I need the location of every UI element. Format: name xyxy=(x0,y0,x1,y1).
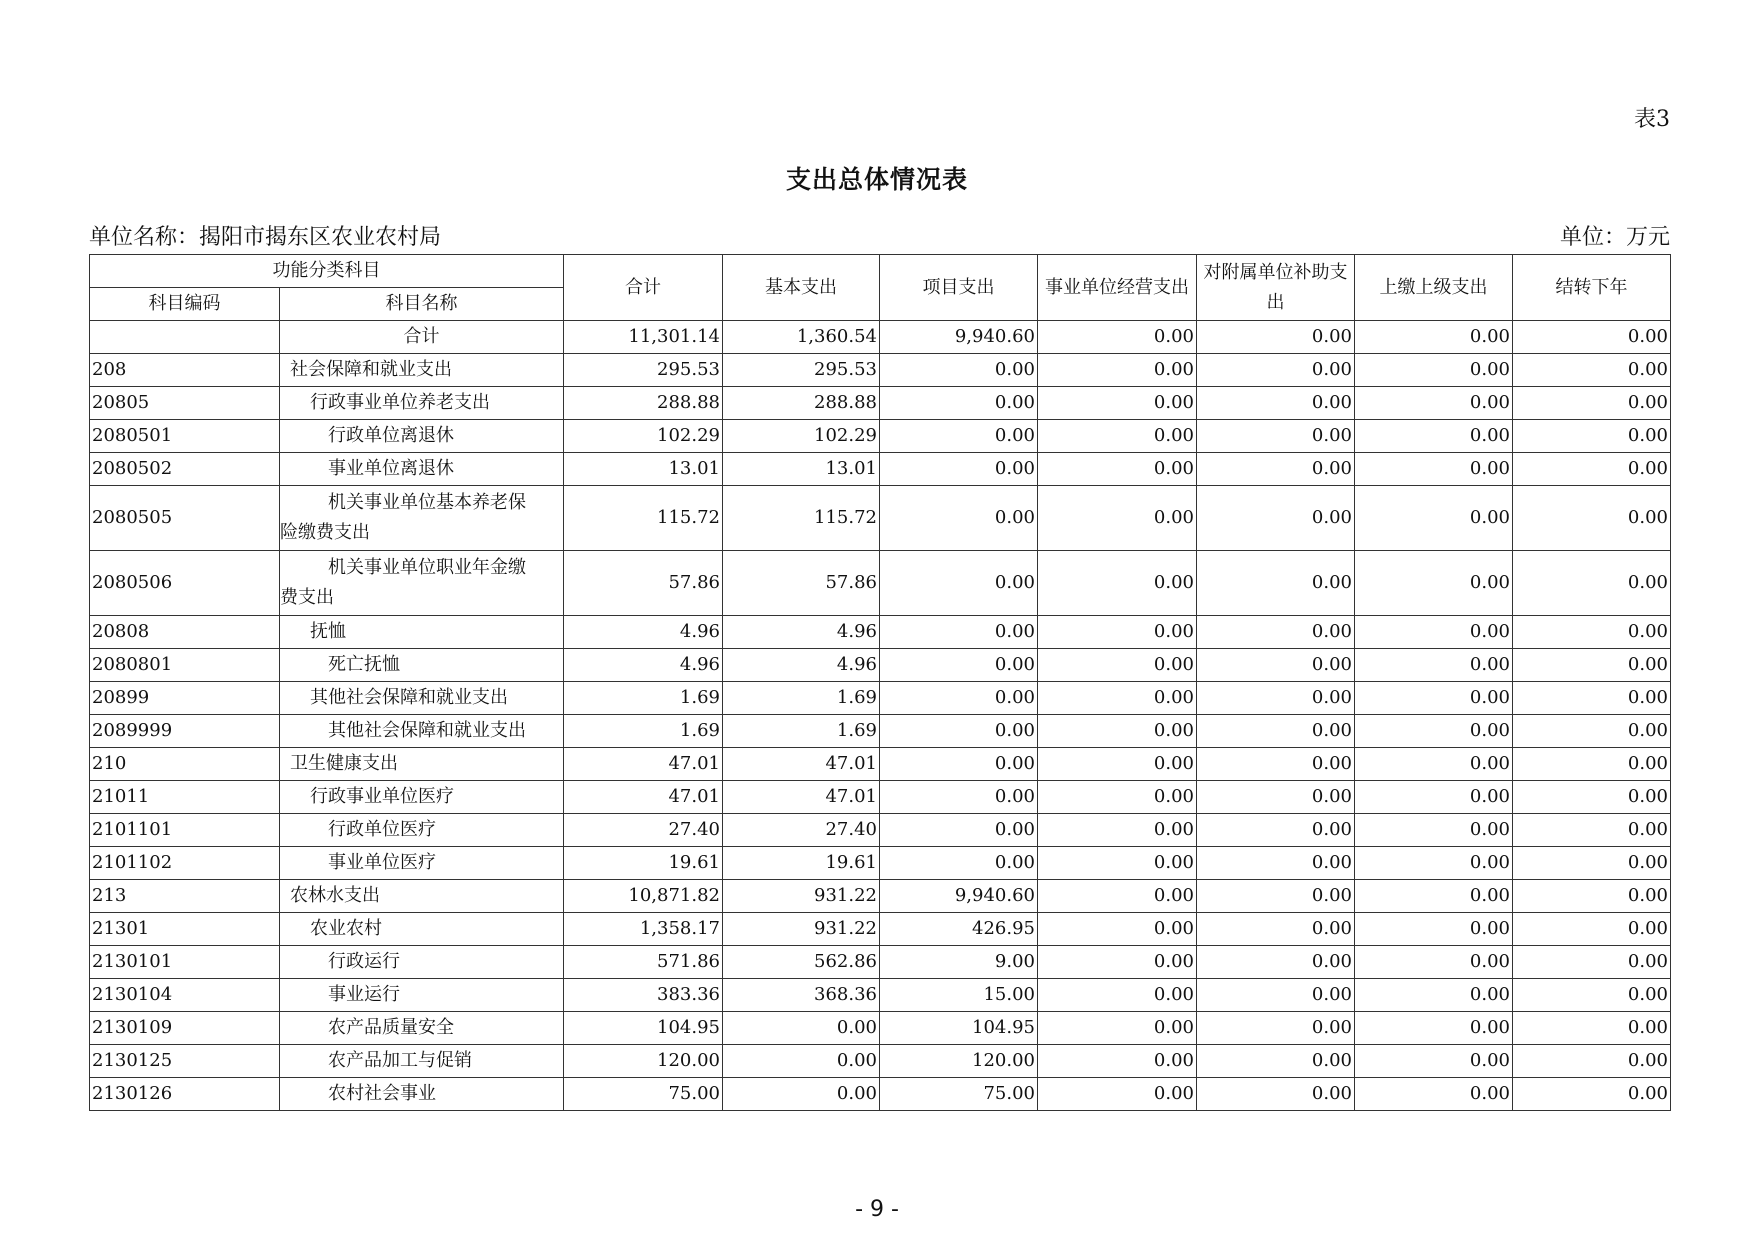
table-row xyxy=(90,1078,1671,1111)
cell-business: 0.00 xyxy=(1038,748,1197,781)
cell-project: 0.00 xyxy=(880,748,1038,781)
cell-total: 1.69 xyxy=(564,682,723,715)
cell-project: 75.00 xyxy=(880,1078,1038,1111)
cell-business: 0.00 xyxy=(1038,486,1197,551)
cell-code: 2080506 xyxy=(90,551,280,616)
cell-carryover: 0.00 xyxy=(1513,551,1671,616)
cell-carryover: 0.00 xyxy=(1513,486,1671,551)
cell-name: 农产品加工与促销 xyxy=(280,1045,564,1078)
cell-total: 120.00 xyxy=(564,1045,723,1078)
col-header-carryover: 结转下年 xyxy=(1513,255,1671,321)
cell-carryover: 0.00 xyxy=(1513,1078,1671,1111)
cell-subsidy: 0.00 xyxy=(1197,781,1355,814)
cell-carryover: 0.00 xyxy=(1513,946,1671,979)
cell-basic: 1.69 xyxy=(723,682,880,715)
page-title: 支出总体情况表 xyxy=(785,165,968,194)
cell-carryover: 0.00 xyxy=(1513,814,1671,847)
cell-total: 4.96 xyxy=(564,616,723,649)
cell-remit: 0.00 xyxy=(1355,1078,1513,1111)
cell-subsidy: 0.00 xyxy=(1197,387,1355,420)
cell-business: 0.00 xyxy=(1038,616,1197,649)
cell-name: 卫生健康支出 xyxy=(280,748,564,781)
cell-name: 行政事业单位医疗 xyxy=(280,781,564,814)
cell-business: 0.00 xyxy=(1038,979,1197,1012)
cell-business: 0.00 xyxy=(1038,649,1197,682)
cell-project: 9,940.60 xyxy=(880,880,1038,913)
table-row xyxy=(90,946,1671,979)
cell-basic: 562.86 xyxy=(723,946,880,979)
cell-basic: 19.61 xyxy=(723,847,880,880)
cell-code: 2080801 xyxy=(90,649,280,682)
cell-basic: 0.00 xyxy=(723,1012,880,1045)
cell-project: 0.00 xyxy=(880,387,1038,420)
cell-carryover: 0.00 xyxy=(1513,420,1671,453)
cell-project: 0.00 xyxy=(880,682,1038,715)
cell-basic: 0.00 xyxy=(723,1045,880,1078)
cell-remit: 0.00 xyxy=(1355,420,1513,453)
cell-remit: 0.00 xyxy=(1355,781,1513,814)
cell-basic: 931.22 xyxy=(723,880,880,913)
cell-project: 0.00 xyxy=(880,453,1038,486)
cell-business: 0.00 xyxy=(1038,781,1197,814)
cell-name: 社会保障和就业支出 xyxy=(280,354,564,387)
cell-business: 0.00 xyxy=(1038,847,1197,880)
cell-basic: 288.88 xyxy=(723,387,880,420)
cell-basic: 0.00 xyxy=(723,1078,880,1111)
cell-code: 2101101 xyxy=(90,814,280,847)
cell-project: 0.00 xyxy=(880,551,1038,616)
cell-code: 2130126 xyxy=(90,1078,280,1111)
col-header-project: 项目支出 xyxy=(880,255,1038,321)
col-header-code: 科目编码 xyxy=(90,288,280,321)
cell-subsidy: 0.00 xyxy=(1197,649,1355,682)
cell-name: 事业单位医疗 xyxy=(280,847,564,880)
cell-code: 213 xyxy=(90,880,280,913)
table-row xyxy=(90,880,1671,913)
cell-business: 0.00 xyxy=(1038,1078,1197,1111)
cell-name-line1: 机关事业单位职业年金缴 xyxy=(328,557,526,578)
cell-project: 9.00 xyxy=(880,946,1038,979)
cell-code: 2089999 xyxy=(90,715,280,748)
cell-subsidy: 0.00 xyxy=(1197,321,1355,354)
cell-project: 9,940.60 xyxy=(880,321,1038,354)
cell-carryover: 0.00 xyxy=(1513,880,1671,913)
cell-code: 2101102 xyxy=(90,847,280,880)
cell-name-line2: 费支出 xyxy=(280,587,334,608)
cell-subsidy: 0.00 xyxy=(1197,880,1355,913)
cell-basic: 102.29 xyxy=(723,420,880,453)
table-row xyxy=(90,814,1671,847)
cell-code: 210 xyxy=(90,748,280,781)
cell-total: 4.96 xyxy=(564,649,723,682)
cell-remit: 0.00 xyxy=(1355,486,1513,551)
table-row xyxy=(90,715,1671,748)
cell-name: 事业运行 xyxy=(280,979,564,1012)
cell-total: 1.69 xyxy=(564,715,723,748)
table-row xyxy=(90,321,1671,354)
cell-code: 20805 xyxy=(90,387,280,420)
cell-project: 120.00 xyxy=(880,1045,1038,1078)
table-body xyxy=(90,321,1671,1111)
cell-subsidy: 0.00 xyxy=(1197,979,1355,1012)
cell-business: 0.00 xyxy=(1038,453,1197,486)
cell-carryover: 0.00 xyxy=(1513,1045,1671,1078)
cell-code: 2130125 xyxy=(90,1045,280,1078)
cell-code: 208 xyxy=(90,354,280,387)
cell-business: 0.00 xyxy=(1038,946,1197,979)
cell-remit: 0.00 xyxy=(1355,616,1513,649)
cell-code: 2130109 xyxy=(90,1012,280,1045)
cell-project: 0.00 xyxy=(880,354,1038,387)
cell-basic: 115.72 xyxy=(723,486,880,551)
cell-carryover: 0.00 xyxy=(1513,781,1671,814)
cell-name-line2: 险缴费支出 xyxy=(280,522,370,543)
cell-basic: 368.36 xyxy=(723,979,880,1012)
cell-project: 0.00 xyxy=(880,781,1038,814)
cell-business: 0.00 xyxy=(1038,354,1197,387)
cell-remit: 0.00 xyxy=(1355,682,1513,715)
cell-project: 0.00 xyxy=(880,814,1038,847)
table-row xyxy=(90,420,1671,453)
cell-subsidy: 0.00 xyxy=(1197,913,1355,946)
cell-project: 0.00 xyxy=(880,847,1038,880)
cell-remit: 0.00 xyxy=(1355,748,1513,781)
cell-basic: 47.01 xyxy=(723,748,880,781)
table-row xyxy=(90,847,1671,880)
cell-carryover: 0.00 xyxy=(1513,453,1671,486)
cell-total: 19.61 xyxy=(564,847,723,880)
cell-code: 20899 xyxy=(90,682,280,715)
cell-remit: 0.00 xyxy=(1355,979,1513,1012)
cell-name: 死亡抚恤 xyxy=(280,649,564,682)
cell-total: 104.95 xyxy=(564,1012,723,1045)
table-number: 表3 xyxy=(1634,107,1670,132)
cell-subsidy: 0.00 xyxy=(1197,946,1355,979)
cell-total: 288.88 xyxy=(564,387,723,420)
cell-business: 0.00 xyxy=(1038,321,1197,354)
cell-name: 农产品质量安全 xyxy=(280,1012,564,1045)
cell-remit: 0.00 xyxy=(1355,1045,1513,1078)
cell-subsidy: 0.00 xyxy=(1197,486,1355,551)
cell-total: 11,301.14 xyxy=(564,321,723,354)
table-row xyxy=(90,748,1671,781)
cell-name: 其他社会保障和就业支出 xyxy=(280,682,564,715)
cell-remit: 0.00 xyxy=(1355,1012,1513,1045)
cell-total: 295.53 xyxy=(564,354,723,387)
cell-name xyxy=(280,486,564,551)
cell-total: 1,358.17 xyxy=(564,913,723,946)
table-row xyxy=(90,682,1671,715)
cell-total: 57.86 xyxy=(564,551,723,616)
cell-remit: 0.00 xyxy=(1355,715,1513,748)
cell-code: 2130104 xyxy=(90,979,280,1012)
cell-business: 0.00 xyxy=(1038,1012,1197,1045)
cell-business: 0.00 xyxy=(1038,913,1197,946)
cell-carryover: 0.00 xyxy=(1513,616,1671,649)
cell-code: 2080502 xyxy=(90,453,280,486)
table-row xyxy=(90,1012,1671,1045)
table-row xyxy=(90,1045,1671,1078)
cell-code: 21011 xyxy=(90,781,280,814)
cell-carryover: 0.00 xyxy=(1513,387,1671,420)
table-row xyxy=(90,387,1671,420)
cell-total: 47.01 xyxy=(564,748,723,781)
cell-business: 0.00 xyxy=(1038,551,1197,616)
cell-name: 农村社会事业 xyxy=(280,1078,564,1111)
cell-name: 农业农村 xyxy=(280,913,564,946)
cell-remit: 0.00 xyxy=(1355,814,1513,847)
cell-total: 102.29 xyxy=(564,420,723,453)
cell-basic: 1.69 xyxy=(723,715,880,748)
cell-total: 75.00 xyxy=(564,1078,723,1111)
cell-subsidy: 0.00 xyxy=(1197,814,1355,847)
col-header-business: 事业单位经营支出 xyxy=(1038,255,1197,321)
table-row xyxy=(90,551,1671,616)
cell-carryover: 0.00 xyxy=(1513,913,1671,946)
cell-business: 0.00 xyxy=(1038,814,1197,847)
cell-subsidy: 0.00 xyxy=(1197,551,1355,616)
cell-remit: 0.00 xyxy=(1355,946,1513,979)
cell-name: 抚恤 xyxy=(280,616,564,649)
cell-basic: 931.22 xyxy=(723,913,880,946)
cell-total: 27.40 xyxy=(564,814,723,847)
cell-project: 0.00 xyxy=(880,649,1038,682)
cell-subsidy: 0.00 xyxy=(1197,715,1355,748)
cell-project: 0.00 xyxy=(880,420,1038,453)
cell-total: 13.01 xyxy=(564,453,723,486)
cell-basic: 1,360.54 xyxy=(723,321,880,354)
cell-remit: 0.00 xyxy=(1355,321,1513,354)
cell-remit: 0.00 xyxy=(1355,913,1513,946)
cell-total: 115.72 xyxy=(564,486,723,551)
cell-subsidy: 0.00 xyxy=(1197,847,1355,880)
cell-remit: 0.00 xyxy=(1355,880,1513,913)
cell-project: 0.00 xyxy=(880,486,1038,551)
currency-unit: 单位：万元 xyxy=(1559,225,1670,250)
col-header-total: 合计 xyxy=(564,255,723,321)
cell-name: 农林水支出 xyxy=(280,880,564,913)
cell-business: 0.00 xyxy=(1038,682,1197,715)
cell-subsidy: 0.00 xyxy=(1197,748,1355,781)
cell-carryover: 0.00 xyxy=(1513,321,1671,354)
cell-basic: 57.86 xyxy=(723,551,880,616)
cell-carryover: 0.00 xyxy=(1513,847,1671,880)
cell-business: 0.00 xyxy=(1038,715,1197,748)
cell-subsidy: 0.00 xyxy=(1197,1078,1355,1111)
cell-subsidy: 0.00 xyxy=(1197,616,1355,649)
table-row xyxy=(90,486,1671,551)
cell-name: 行政运行 xyxy=(280,946,564,979)
col-header-name: 科目名称 xyxy=(280,288,564,321)
cell-project: 104.95 xyxy=(880,1012,1038,1045)
cell-basic: 47.01 xyxy=(723,781,880,814)
cell-remit: 0.00 xyxy=(1355,847,1513,880)
group-header-function-classification: 功能分类科目 xyxy=(90,255,564,288)
expenditure-table xyxy=(89,254,1671,1111)
cell-project: 0.00 xyxy=(880,616,1038,649)
cell-basic: 4.96 xyxy=(723,649,880,682)
cell-project: 15.00 xyxy=(880,979,1038,1012)
cell-name: 事业单位离退休 xyxy=(280,453,564,486)
table-row xyxy=(90,453,1671,486)
cell-subsidy: 0.00 xyxy=(1197,1012,1355,1045)
cell-code: 2080505 xyxy=(90,486,280,551)
cell-total: 47.01 xyxy=(564,781,723,814)
cell-total: 10,871.82 xyxy=(564,880,723,913)
cell-name xyxy=(280,551,564,616)
cell-code: 2080501 xyxy=(90,420,280,453)
cell-business: 0.00 xyxy=(1038,387,1197,420)
table-row xyxy=(90,781,1671,814)
cell-business: 0.00 xyxy=(1038,880,1197,913)
cell-carryover: 0.00 xyxy=(1513,715,1671,748)
cell-basic: 4.96 xyxy=(723,616,880,649)
col-header-remit: 上缴上级支出 xyxy=(1355,255,1513,321)
cell-subsidy: 0.00 xyxy=(1197,420,1355,453)
cell-business: 0.00 xyxy=(1038,1045,1197,1078)
table-row xyxy=(90,354,1671,387)
col-header-basic: 基本支出 xyxy=(723,255,880,321)
cell-business: 0.00 xyxy=(1038,420,1197,453)
cell-total: 571.86 xyxy=(564,946,723,979)
cell-remit: 0.00 xyxy=(1355,453,1513,486)
cell-name: 行政单位医疗 xyxy=(280,814,564,847)
cell-subsidy: 0.00 xyxy=(1197,354,1355,387)
cell-basic: 295.53 xyxy=(723,354,880,387)
table-row xyxy=(90,979,1671,1012)
cell-name: 行政事业单位养老支出 xyxy=(280,387,564,420)
cell-basic: 27.40 xyxy=(723,814,880,847)
table-row xyxy=(90,616,1671,649)
cell-name: 合计 xyxy=(280,321,564,354)
cell-subsidy: 0.00 xyxy=(1197,1045,1355,1078)
table-row xyxy=(90,649,1671,682)
unit-name: 单位名称：揭阳市揭东区农业农村局 xyxy=(89,225,442,250)
cell-code xyxy=(90,321,280,354)
cell-name-line1: 机关事业单位基本养老保 xyxy=(328,492,526,513)
table-row xyxy=(90,913,1671,946)
cell-project: 426.95 xyxy=(880,913,1038,946)
cell-carryover: 0.00 xyxy=(1513,1012,1671,1045)
cell-remit: 0.00 xyxy=(1355,354,1513,387)
cell-project: 0.00 xyxy=(880,715,1038,748)
cell-carryover: 0.00 xyxy=(1513,682,1671,715)
cell-name: 行政单位离退休 xyxy=(280,420,564,453)
cell-code: 2130101 xyxy=(90,946,280,979)
cell-code: 21301 xyxy=(90,913,280,946)
cell-carryover: 0.00 xyxy=(1513,979,1671,1012)
col-header-subsidy: 对附属单位补助支出 xyxy=(1197,255,1355,321)
cell-name: 其他社会保障和就业支出 xyxy=(280,715,564,748)
cell-remit: 0.00 xyxy=(1355,387,1513,420)
cell-subsidy: 0.00 xyxy=(1197,453,1355,486)
page-number: - 9 - xyxy=(855,1197,899,1222)
cell-total: 383.36 xyxy=(564,979,723,1012)
cell-basic: 13.01 xyxy=(723,453,880,486)
cell-carryover: 0.00 xyxy=(1513,649,1671,682)
cell-remit: 0.00 xyxy=(1355,649,1513,682)
cell-carryover: 0.00 xyxy=(1513,354,1671,387)
cell-subsidy: 0.00 xyxy=(1197,682,1355,715)
cell-remit: 0.00 xyxy=(1355,551,1513,616)
cell-carryover: 0.00 xyxy=(1513,748,1671,781)
cell-code: 20808 xyxy=(90,616,280,649)
